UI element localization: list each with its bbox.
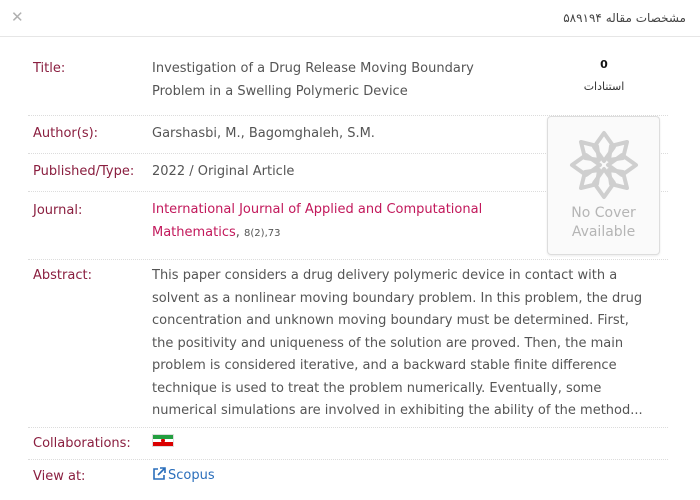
published-label: Published/Type: [33, 164, 135, 179]
authors-value: Garshasbi, M., Bagomghaleh, S.M. [152, 126, 375, 141]
journal-link[interactable]: International Journal of Applied and Computational [152, 202, 483, 217]
abstract-row [28, 260, 668, 428]
iran-flag-icon [152, 434, 174, 447]
scopus-link[interactable] [152, 466, 215, 486]
abstract-line: This paper considers a drug delivery polymeric device in contact with a [152, 268, 618, 283]
abstract-line: technique is used to treat the problem numerically. Eventually, some [152, 380, 602, 396]
citation-count: 0 [600, 58, 608, 71]
close-icon[interactable]: ✕ [11, 8, 24, 26]
collaborations-row [28, 430, 668, 460]
title-line: Investigation of a Drug Release Moving Boundary [152, 61, 474, 76]
citation-label: استنادات [583, 80, 625, 93]
abstract-line: numerical simulations are involved in exhibiting the ability of the method... [152, 403, 643, 418]
journal-volume: 8(2),73 [244, 227, 281, 239]
journal-link[interactable]: Mathematics [152, 224, 236, 240]
abstract-label: Abstract: [33, 268, 92, 283]
modal-header [0, 0, 700, 37]
no-cover-text [548, 204, 659, 242]
abstract-line: the positivity and uniqueness of the solution are proved. Then, the main [152, 335, 624, 351]
scopus-link-label: Scopus [168, 468, 215, 483]
collaborations-label: Collaborations: [33, 436, 131, 451]
cover-placeholder [547, 116, 660, 255]
modal-title: مشخصات مقاله ۵۸۹۱۹۴ [563, 11, 686, 25]
view-row [28, 466, 668, 490]
title-label: Title: [33, 61, 66, 76]
abstract-line: problem is considered iterative, and a backward stable finite difference [152, 358, 617, 373]
published-value: 2022 / Original Article [152, 164, 295, 179]
journal-value: International Journal of Applied and Computational Mathematics, 8(2),73 [152, 199, 542, 245]
title-line: Problem in a Swelling Polymeric Device [152, 83, 408, 99]
abstract-line: concentration and unknown moving boundary must be determined. First, [152, 313, 629, 328]
abstract-line: solvent as a nonlinear moving boundary problem. In this problem, the drug [152, 290, 643, 306]
title-value [152, 58, 534, 103]
no-cover-line: Available [571, 224, 636, 240]
citations-box[interactable] [560, 58, 648, 94]
journal-label: Journal: [33, 203, 83, 218]
abstract-text [152, 265, 666, 423]
authors-label: Author(s): [33, 126, 99, 141]
view-label: View at: [33, 469, 86, 484]
external-link-icon [152, 467, 166, 481]
no-cover-line: No Cover [571, 205, 636, 221]
flower-logo-icon [566, 127, 642, 203]
